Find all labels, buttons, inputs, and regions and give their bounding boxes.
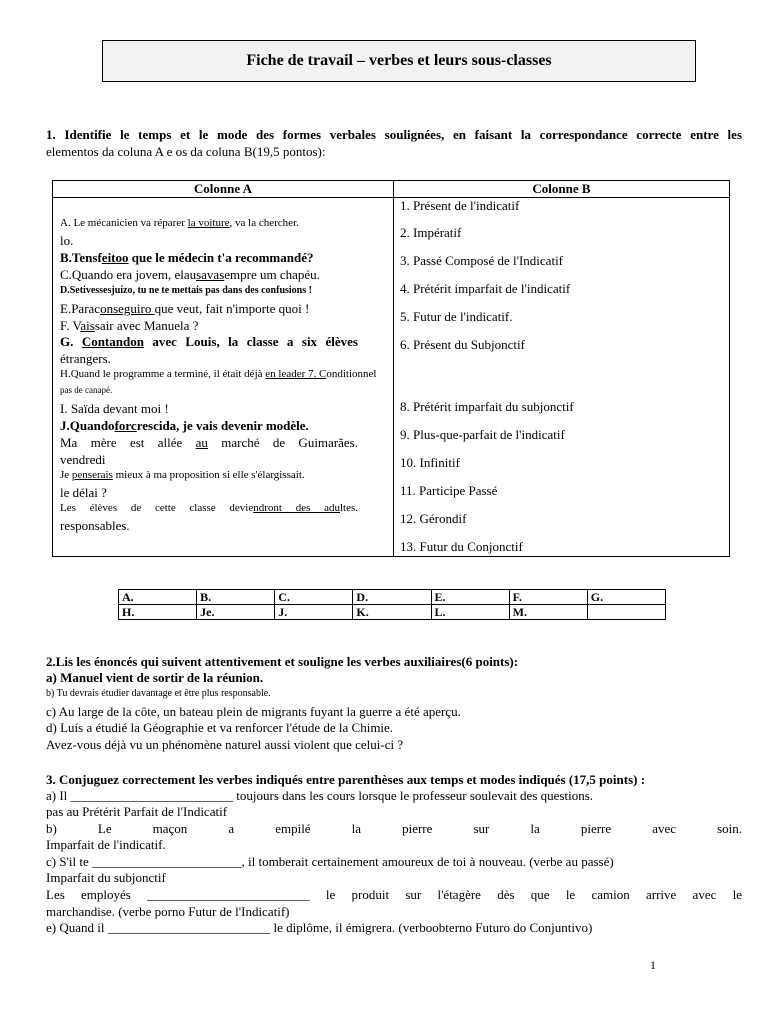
- item-text: empre um chapéu.: [224, 267, 320, 282]
- item-text: que le médecin t'a recommandé?: [128, 250, 314, 265]
- column-a-cell: [53, 198, 394, 557]
- item-text: responsables.: [60, 518, 130, 533]
- answer-row: [119, 590, 666, 605]
- answer-row: [119, 605, 666, 620]
- q2-item-a: a) Manuel vient de sortir de la réunion.: [46, 670, 264, 685]
- answer-cell[interactable]: J.: [275, 605, 353, 620]
- underlined-verb: au: [195, 435, 208, 450]
- answer-grid: [118, 589, 666, 620]
- underlined-verb: en leader 7. C: [265, 368, 327, 380]
- item-text: marché de Guimarães.: [207, 435, 358, 450]
- item-text: le délai ?: [60, 485, 107, 500]
- item-text: étrangers.: [60, 351, 111, 366]
- item-text: Les élèves de cette classe devie: [60, 502, 254, 514]
- item-text: avec Louis, la classe a six élèves: [143, 334, 358, 349]
- q2-item-d: d) Luís a étudié la Géographie et va renforcer l'étude de la Chimie.: [46, 720, 394, 735]
- column-b-header: Colonne B: [394, 181, 730, 198]
- item-text: H.Quand le programme a terminé, il était déjà: [60, 368, 266, 380]
- answer-cell[interactable]: C.: [275, 590, 353, 605]
- answer-cell[interactable]: G.: [587, 590, 665, 605]
- item-text: Je: [60, 469, 72, 481]
- q3-item-c-note: Imparfait du subjonctif: [46, 870, 166, 885]
- q2-item-b: b) Tu devrais étudier davantage et être plus responsable.: [46, 688, 271, 699]
- column-b-item: 6. Présent du Subjonctif: [400, 337, 525, 352]
- item-text: sair avec Manuela ?: [94, 318, 199, 333]
- answer-cell[interactable]: [587, 605, 665, 620]
- item-text: F. V: [60, 318, 81, 333]
- column-a-item: [60, 351, 111, 366]
- matching-table: [52, 180, 730, 557]
- item-text: pas de canapé.: [60, 385, 113, 395]
- column-b-item: 1. Présent de l'indicatif: [400, 198, 520, 213]
- answer-cell[interactable]: K.: [353, 605, 431, 620]
- answer-cell[interactable]: H.: [119, 605, 197, 620]
- column-a-item: [60, 301, 309, 316]
- q3-instruction: 3. Conjuguez correctement les verbes indiqués entre parenthèses aux temps et modes indiqués (17,5 points) :: [46, 772, 646, 787]
- column-b-item: 13. Futur du Conjonctif: [400, 539, 523, 554]
- column-b-item: 9. Plus-que-parfait de l'indicatif: [400, 427, 565, 442]
- answer-cell[interactable]: L.: [431, 605, 509, 620]
- q3-item-e: e) Quand il _________________________ le diplôme, il émigrera. (verboobterno Futuro do Conjuntivo): [46, 920, 593, 935]
- column-a-item: [60, 418, 309, 433]
- q1-instruction-line1: 1. Identifie le temps et le mode des formes verbales soulignées, en faisant la correspondance correcte entre les: [46, 127, 742, 142]
- item-text: D.Setivessesjuízo, tu ne te mettais pas dans des confusions !: [60, 285, 312, 296]
- column-a-item: [60, 485, 107, 500]
- column-a-item: [60, 250, 314, 265]
- q3-item-d: Les employés _________________________ le produit sur l'étagère dès que le camion arrive avec le: [46, 887, 742, 902]
- column-b-item: 12. Gérondif: [400, 511, 467, 526]
- q3-item-b-note: Imparfait de l'indicatif.: [46, 837, 166, 852]
- item-text: A. Le mécanicien va réparer: [60, 217, 188, 229]
- item-text: rescida, je vais devenir modèle.: [136, 418, 309, 433]
- column-a-item: [60, 267, 320, 282]
- column-a-item: [60, 283, 312, 298]
- underlined-verb: forc: [114, 418, 137, 433]
- answer-cell[interactable]: M.: [509, 605, 587, 620]
- q2-item-e: Avez-vous déjà vu un phénomène naturel aussi violent que celui-ci ?: [46, 737, 404, 752]
- q3-item-a: a) Il _________________________ toujours dans les cours lorsque le professeur soulevait des questions.: [46, 788, 594, 803]
- q3-item-c: c) S'il te _______________________, il tomberait certainement amoureux de toi à nouveau. (verbe au passé): [46, 854, 614, 869]
- item-text: I. Saïda devant moi !: [60, 401, 169, 416]
- item-text: lo.: [60, 233, 74, 248]
- answer-cell[interactable]: Je.: [197, 605, 275, 620]
- item-text: ltes.: [339, 502, 359, 514]
- item-text: , va la chercher.: [229, 217, 299, 229]
- answer-cell[interactable]: F.: [509, 590, 587, 605]
- item-text: Ma mère est allée: [60, 435, 196, 450]
- column-a-item: [60, 233, 73, 248]
- underlined-verb: eitoo: [101, 250, 129, 265]
- column-b-item: 8. Prétérit imparfait du subjonctif: [400, 399, 574, 414]
- q3-item-d-note: marchandise. (verbe porno Futur de l'Indicatif): [46, 904, 290, 919]
- q2-item-c: c) Au large de la côte, un bateau plein de migrants fuyant la guerre a été aperçu.: [46, 704, 461, 719]
- item-text: vendredi: [60, 452, 106, 467]
- answer-cell[interactable]: B.: [197, 590, 275, 605]
- item-text: B.Tensf: [60, 250, 102, 265]
- underlined-verb: ndront des adu: [253, 502, 340, 514]
- underlined-verb: savas: [196, 267, 225, 282]
- q2-instruction: 2.Lis les énoncés qui suivent attentivement et souligne les verbes auxiliaires(6 points):: [46, 654, 519, 669]
- column-b-item: 4. Prétérit imparfait de l'indicatif: [400, 281, 571, 296]
- column-a-item: [60, 518, 130, 533]
- column-a-item: [60, 452, 105, 467]
- underlined-verb: Contandon: [81, 334, 144, 349]
- q1-instruction-line2: elementos da coluna A e os da coluna B(19,5 pontos):: [46, 144, 326, 159]
- item-text: E.Parac: [60, 301, 101, 316]
- item-text: G.: [60, 334, 82, 349]
- column-a-item: [60, 216, 299, 231]
- q3-item-b: b) Le maçon a empilé la pierre sur la pierre avec soin.: [46, 821, 742, 836]
- underlined-verb: penserais: [71, 469, 113, 481]
- column-b-cell: [394, 198, 730, 557]
- underlined-verb: onseguiro: [100, 301, 155, 316]
- column-a-item: [60, 334, 358, 349]
- item-text: C.Quando era jovem, elau: [60, 267, 197, 282]
- column-a-item: [60, 401, 169, 416]
- worksheet-title: Fiche de travail – verbes et leurs sous-classes: [102, 40, 696, 82]
- item-text: que veut, fait n'importe quoi !: [154, 301, 310, 316]
- column-a-item: [60, 435, 358, 450]
- column-a-item: [60, 383, 112, 398]
- column-b-item: 2. Impératif: [400, 225, 462, 240]
- column-b-item: 5. Futur de l'indicatif.: [400, 309, 513, 324]
- q3-item-a-note: pas au Prétérit Parfait de l'Indicatif: [46, 804, 228, 819]
- column-a-item: [60, 367, 376, 382]
- column-b-item: 3. Passé Composé de l'Indicatif: [400, 253, 564, 268]
- page-number: 1: [650, 958, 656, 972]
- column-b-item: 11. Participe Passé: [400, 483, 498, 498]
- answer-cell[interactable]: A.: [119, 590, 197, 605]
- answer-cell[interactable]: D.: [353, 590, 431, 605]
- item-text: mieux à ma proposition si elle s'élargissait.: [112, 469, 305, 481]
- column-a-item: [60, 501, 358, 516]
- underlined-verb: la voiture: [187, 217, 230, 229]
- column-b-item: 10. Infinitif: [400, 455, 460, 470]
- item-text: onditionnel: [326, 368, 377, 380]
- column-a-header: Colonne A: [53, 181, 394, 198]
- answer-cell[interactable]: E.: [431, 590, 509, 605]
- column-a-item: [60, 318, 198, 333]
- column-a-item: [60, 468, 305, 483]
- underlined-verb: ais: [80, 318, 95, 333]
- item-text: J.Quando: [60, 418, 115, 433]
